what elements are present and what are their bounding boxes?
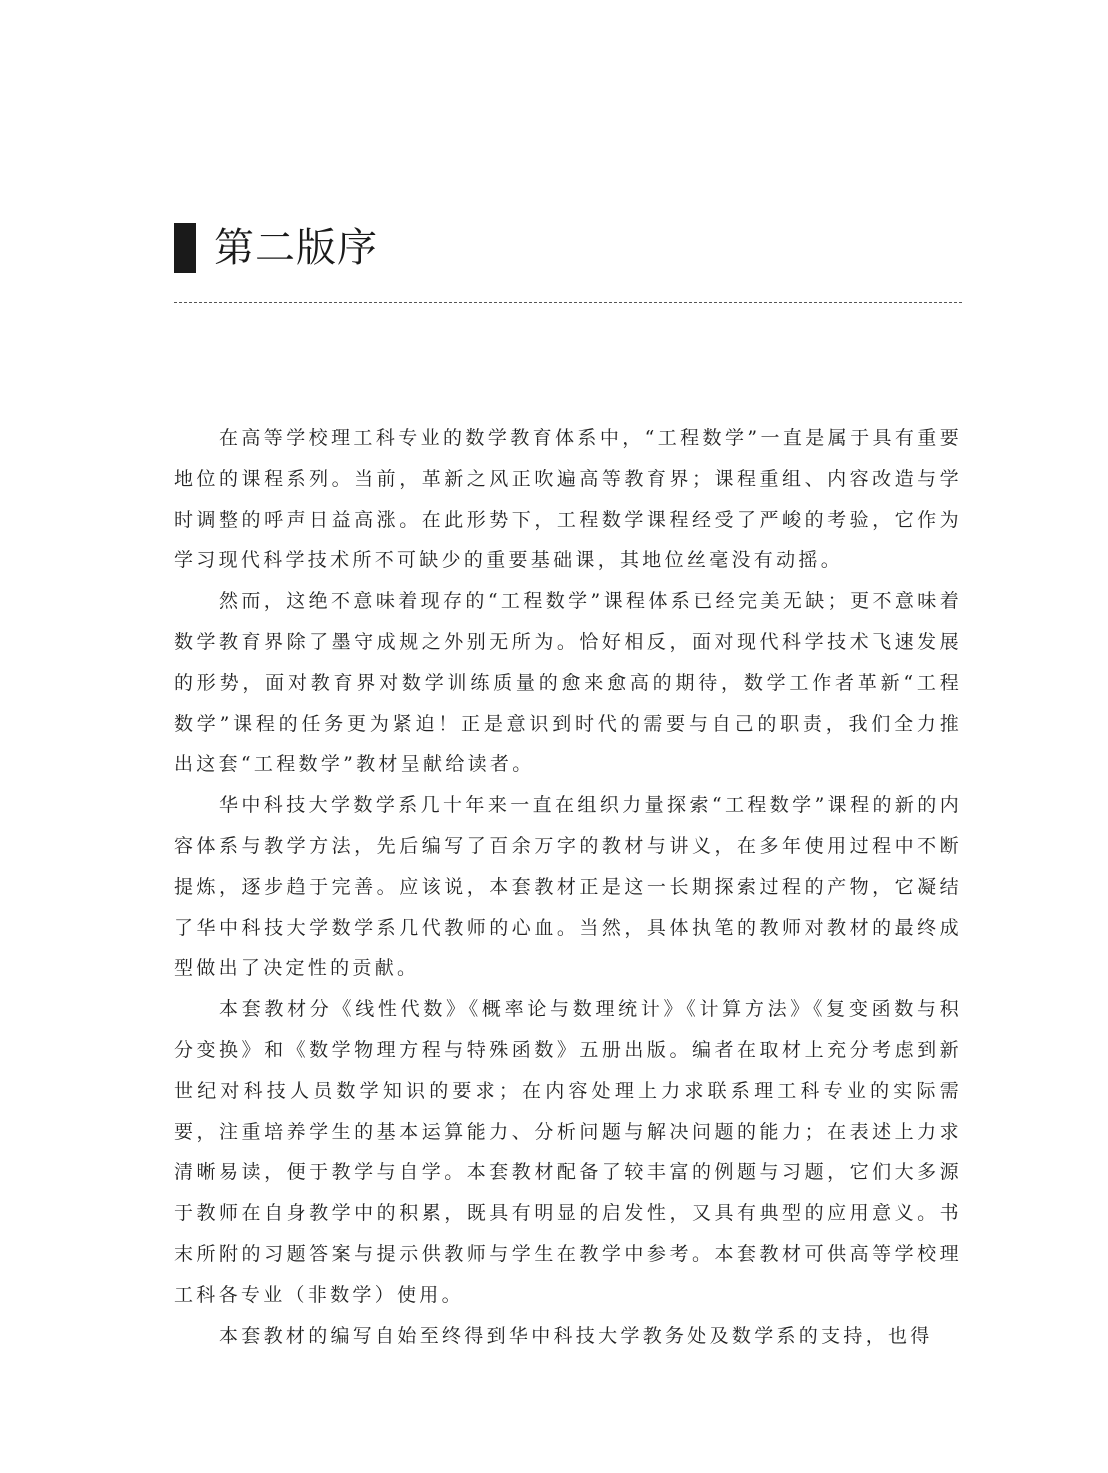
paragraph-4: 本套教材分《线性代数》《概率论与数理统计》《计算方法》《复变函数与积分变换》和《数学物理方程与特殊函数》五册出版。编者在取材上充分考虑到新世纪对科技人员数学知识的要求；在内容处理上力求联系理工科专业的实际需要，注重培养学生的基本运算能力、分析问题与解决问题的能力；在表述上力求清晰易读，便于教学与自学。本套教材配备了较丰富的例题与习题，它们大多源于教师在自身教学中的积累，既具有明显的启发性，又具有典型的应用意义。书末所附的习题答案与提示供教师与学生在教学中参考。本套教材可供高等学校理工科各专业（非数学）使用。: [174, 998, 962, 1306]
preface-body: [174, 418, 962, 1356]
paragraph-5: 本套教材的编写自始至终得到华中科技大学教务处及数学系的支持，也得: [219, 1324, 933, 1347]
heading-marker-bar: [174, 223, 196, 273]
paragraph-2: 然而，这绝不意味着现存的“工程数学”课程体系已经完美无缺；更不意味着数学教育界除了墨守成规之外别无所为。恰好相反，面对现代科学技术飞速发展的形势，面对教育界对数学训练质量的愈来愈高的期待，数学工作者革新“工程数学”课程的任务更为紧迫！正是意识到时代的需要与自己的职责，我们全力推出这套“工程数学”教材呈献给读者。: [174, 590, 962, 776]
paragraph-1: 在高等学校理工科专业的数学教育体系中，“工程数学”一直是属于具有重要地位的课程系列。当前，革新之风正吹遍高等教育界；课程重组、内容改造与学时调整的呼声日益高涨。在此形势下，工程数学课程经受了严峻的考验，它作为学习现代科学技术所不可缺少的重要基础课，其地位丝毫没有动摇。: [174, 427, 962, 572]
section-heading: [174, 222, 378, 274]
paragraph-3: 华中科技大学数学系几十年来一直在组织力量探索“工程数学”课程的新的内容体系与教学方法，先后编写了百余万字的教材与讲义，在多年使用过程中不断提炼，逐步趋于完善。应该说，本套教材正是这一长期探索过程的产物，它凝结了华中科技大学数学系几代教师的心血。当然，具体执笔的教师对教材的最终成型做出了决定性的贡献。: [174, 794, 962, 980]
page-title: 第二版序: [214, 225, 378, 271]
dashed-divider: [174, 302, 962, 303]
